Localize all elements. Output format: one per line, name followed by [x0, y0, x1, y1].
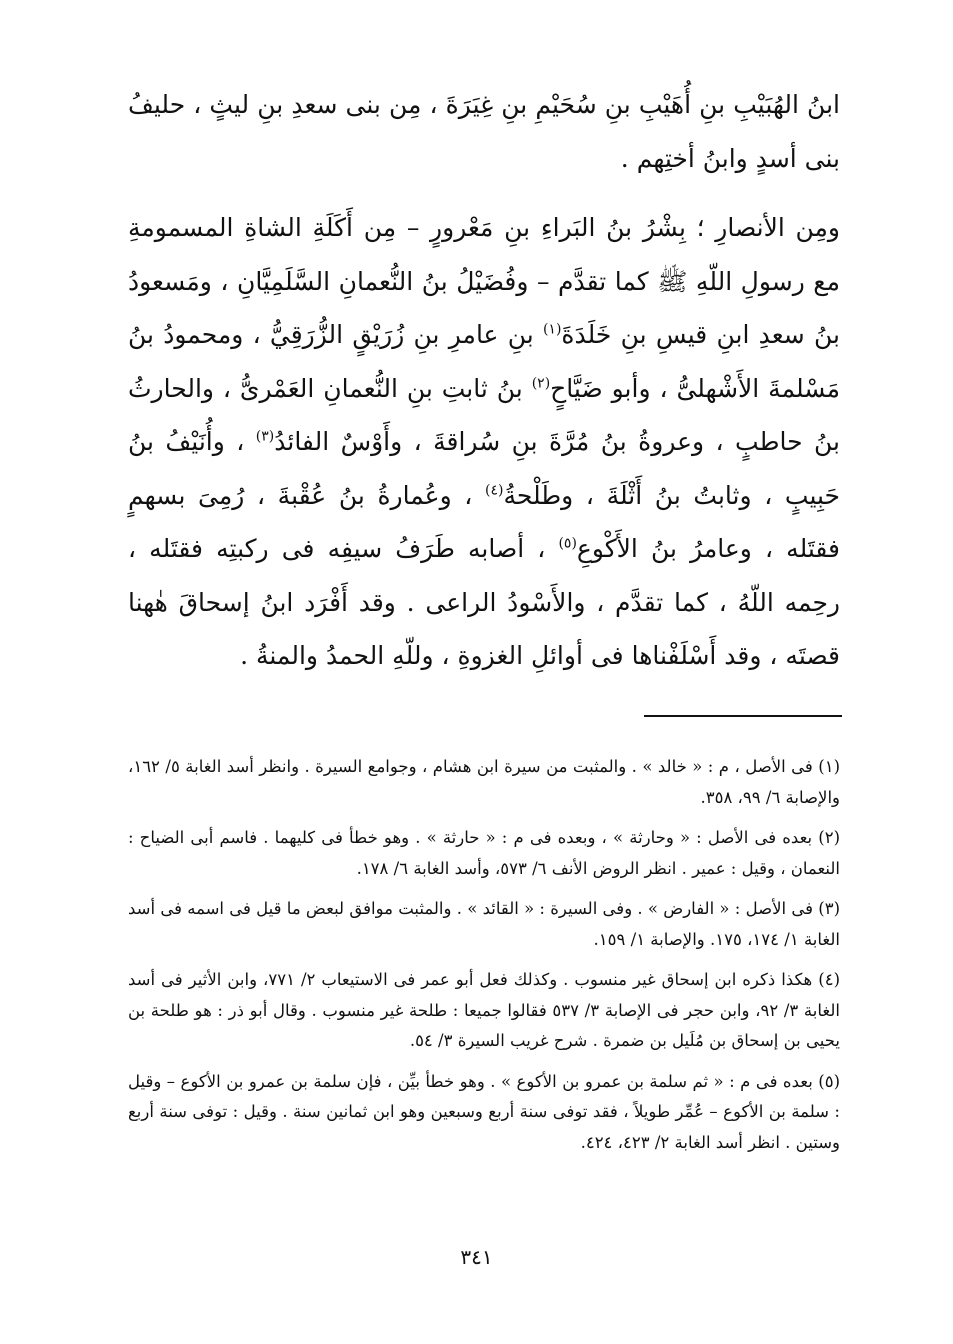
paragraph-text: ، وعُمارةُ بنُ عُقْبةَ ، رُمِىَ بسهمٍ فقتَله ، وعامرُ بنُ الأَكْوعِ — [128, 480, 840, 563]
page-number: ٣٤١ — [460, 1245, 493, 1269]
footnote-ref-5[interactable]: (٥) — [558, 535, 577, 552]
footnote-1: (١) فى الأصل ، م : « خالد » . والمثبت من سيرة ابن هشام ، وجوامع السيرة . وانظر أسد الغابة ٥/ ١٦٢، والإصابة ٦/ ٩٩، ٣٥٨. — [128, 757, 840, 807]
footnote-4: (٤) هكذا ذكره ابن إسحاق غير منسوب . وكذلك فعل أبو عمر فى الاستيعاب ٢/ ٧٧١، وابن الأثير فى أسد الغابة ٣/ ٩٢، وابن حجر فى الإصابة ٣/ ٥٣٧ فقالوا جميعا : طلحة غير منسوب . وقال أبو ذر : هو طلحة بن يحيى بن إسحاق بن مُلَيل بن ضمرة . شرح غريب السيرة ٣/ ٥٤. — [128, 970, 840, 1050]
footnote-ref-3[interactable]: (٣) — [255, 428, 275, 445]
paragraph-text: ، وأُنَيْفُ بنُ حَبِيبٍ ، وثابتُ بنُ أَثْلَةَ ، وطَلْحةُ — [128, 427, 840, 510]
footnote-ref-2[interactable]: (٢) — [531, 375, 551, 392]
paragraph-1 — [128, 78, 840, 185]
paragraph-text: بنِ عامرِ بنِ زُرَيْقٍ الزُّرَقِيُّ ، ومحمودُ بنُ مَسْلمةَ الأَشْهلىُّ ، وأبو ضَيَّاحٍ — [128, 320, 841, 403]
paragraph-2 — [128, 201, 840, 683]
footnote-5: (٥) بعده فى م : « ثم سلمة بن عمرو بن الأكوع » . وهو خطأ بيِّن ، فإن سلمة بن عمرو بن الأكوع – وقيل : سلمة بن الأكوع – عُمِّر طويلاً ، فقد توفى سنة أربع وسبعين وهو ابن ثمانين سنة . وقيل : توفى سنة أربع وستين . انظر أسد الغابة ٢/ ٤٢٣، ٤٢٤. — [128, 1071, 840, 1152]
footnote-ref-4[interactable]: (٤) — [485, 482, 504, 499]
footnote-2: (٢) بعده فى الأصل : « وحارثة » ، وبعده فى م : « حارثة » . وهو خطأ فى كليهما . فاسم أبى الضياح : النعمان ، وقيل : عمير . انظر الروض الأنف ٦/ ٥٧٣، وأسد الغابة ٦/ ١٧٨. — [128, 828, 840, 878]
main-text — [128, 78, 840, 683]
paragraph-text: بنُ ثابتِ بنِ النُّعمانِ العَمْرىُّ ، والحارثُ بنُ حاطبٍ ، وعروةُ بنُ مُرَّةَ بنِ سُراقةَ ، وأَوْسٌ الفائدُ — [128, 373, 840, 456]
paragraph-text: ومِن الأنصارِ ؛ بِشْرُ بنُ البَراءِ بنِ مَعْرورٍ – مِن أَكَلَةِ الشاةِ المسمومةِ مع رسولِ اللّهِ ﷺ كما تقدَّم – وفُضَيْلُ بنُ النُّعمانِ السَّلَمِيَّانِ ، ومَسعودُ بنُ سعدِ ابنِ قيسِ بنِ خَلَدَةَ — [128, 213, 840, 349]
paragraph-text: ابنُ الهُبَيْبِ بنِ أُهَيْبِ بنِ سُحَيْمِ بنِ غِيَرَةَ ، مِن بنى سعدِ بنِ ليثٍ ، حليفُ بنى أسدٍ وابنُ أختِهم . — [128, 90, 840, 173]
footnote-divider — [644, 715, 842, 717]
footnote-ref-1[interactable]: (١) — [542, 321, 562, 338]
footnote-3: (٣) فى الأصل : « الفارض » . وفى السيرة : « القائد » . والمثبت موافق لبعض ما قيل فى اسمه فى أسد الغابة ١/ ١٧٤، ١٧٥. والإصابة ١/ ١٥٩. — [128, 899, 840, 949]
paragraph-text: ، أصابه طَرَفُ سيفِه فى ركبتِه فقتَله ، رحِمه اللّهُ ، كما تقدَّم ، والأَسْودُ الراعى . وقد أَفْرَد ابنُ إسحاقَ هٰهنا قصتَه ، وقد أَسْلَفْناها فى أوائلِ الغزوةِ ، وللّهِ الحمدُ والمنةُ . — [128, 534, 840, 670]
footnotes — [128, 752, 840, 1168]
